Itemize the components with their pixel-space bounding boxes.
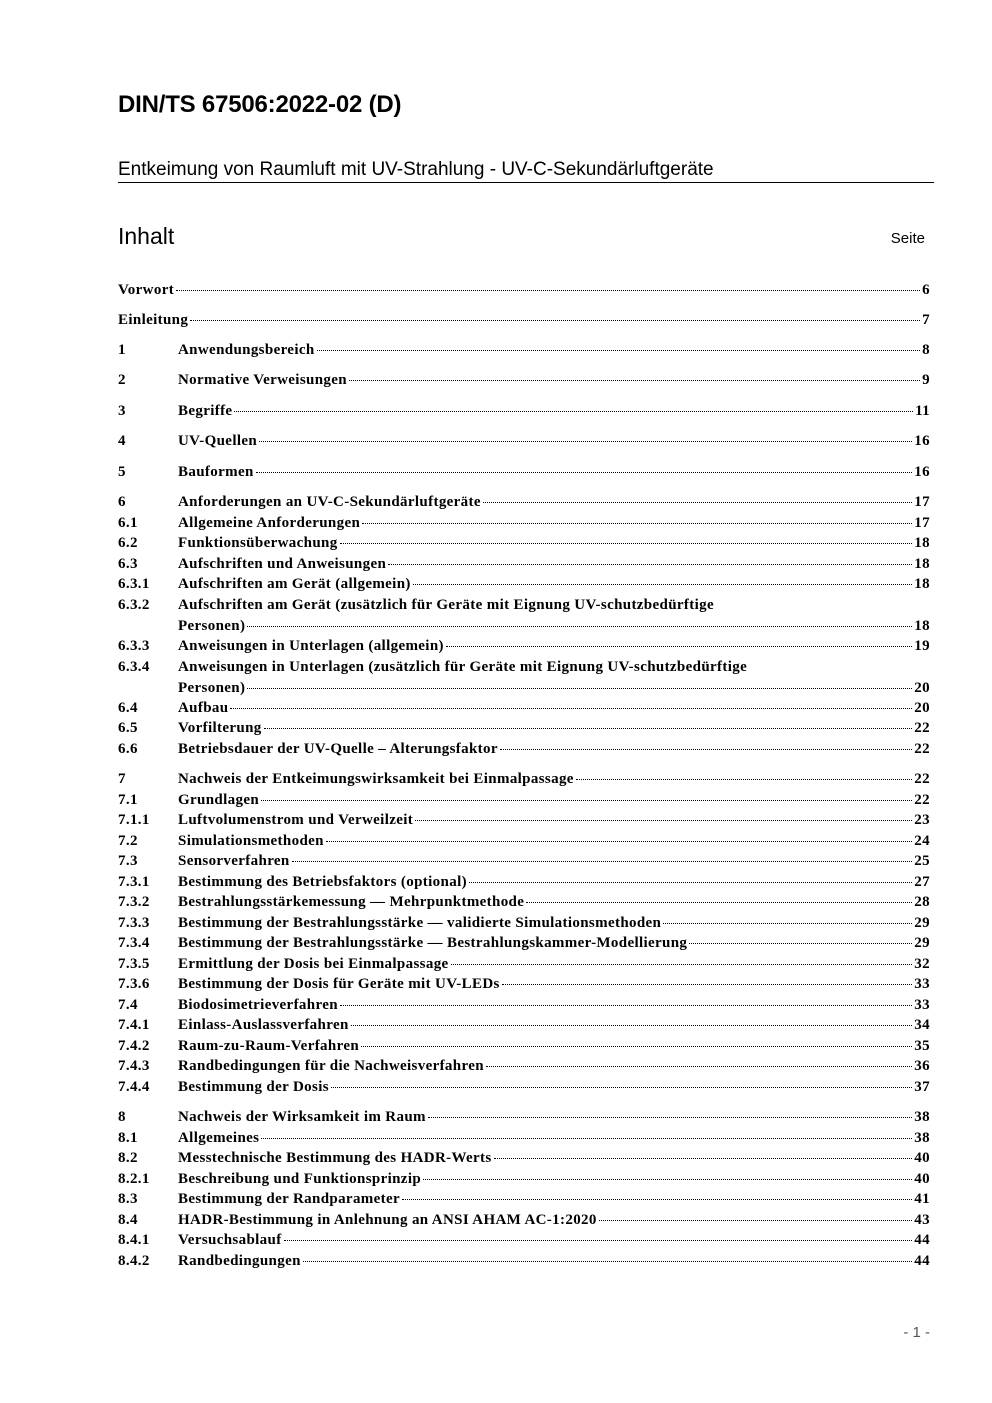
toc-entry-number: 7.1 (118, 792, 138, 808)
toc-entry-title: Allgemeines (178, 1130, 260, 1146)
toc-entry-title: Aufschriften am Gerät (allgemein) (178, 576, 411, 592)
toc-entry-number: 8 (118, 1109, 126, 1125)
toc-dot-leader (576, 779, 912, 780)
toc-entry-page: 44 (914, 1253, 930, 1269)
toc-entry-page: 33 (914, 976, 930, 992)
toc-entry-page: 20 (914, 679, 930, 696)
toc-entry-title: Randbedingungen für die Nachweisverfahren (178, 1058, 484, 1074)
toc-entry-title: Messtechnische Bestimmung des HADR-Werts (178, 1150, 492, 1166)
toc-entry-title: Personen) (178, 617, 246, 634)
toc-entry-title: Anweisungen in Unterlagen (allgemein) (178, 638, 444, 654)
toc-entry-title: Bestimmung der Dosis für Geräte mit UV-LEDs (178, 976, 500, 992)
toc-dot-leader (256, 472, 913, 473)
toc-entry-title: Simulationsmethoden (178, 833, 324, 849)
toc-entry-number: 5 (118, 464, 126, 480)
toc-entry-page: 22 (914, 741, 930, 757)
toc-dot-leader (446, 646, 912, 647)
toc-dot-leader (351, 1025, 913, 1026)
toc-heading: Inhalt (118, 223, 175, 249)
toc-dot-leader (689, 943, 912, 944)
toc-entry-page: 19 (914, 638, 930, 654)
toc-entry-title: Allgemeine Anforderungen (178, 515, 361, 531)
toc-dot-leader (234, 411, 913, 412)
toc-entry-page: 9 (922, 372, 930, 388)
toc-entry-title-line1: Anweisungen in Unterlagen (zusätzlich für Geräte mit Eignung UV-schutzbedürftige (178, 659, 748, 675)
toc-dot-leader (259, 441, 912, 442)
toc-entry-title: Bestrahlungsstärkemessung — Mehrpunktmethode (178, 894, 525, 910)
toc-dot-leader (413, 584, 913, 585)
toc-entry-number: 8.3 (118, 1191, 138, 1207)
document-title: DIN/TS 67506:2022-02 (D) (118, 91, 402, 118)
toc-entry-page: 6 (922, 282, 930, 298)
toc-entry-title: Vorfilterung (178, 720, 262, 736)
toc-entry-number: 7 (118, 771, 126, 787)
toc-entry-number: 6.2 (118, 535, 138, 551)
toc-entry-page: 37 (914, 1079, 930, 1095)
toc-entry-title: Anforderungen an UV-C-Sekundärluftgeräte (178, 494, 481, 510)
toc-entry-number: 6.3.4 (118, 659, 150, 675)
toc-dot-leader (247, 626, 912, 627)
toc-entry-title-line1: Aufschriften am Gerät (zusätzlich für Geräte mit Eignung UV-schutzbedürftige (178, 597, 714, 613)
toc-dot-leader (486, 1066, 912, 1067)
toc-entry-title: Personen) (178, 679, 246, 696)
toc-entry-number: 8.4 (118, 1212, 138, 1228)
toc-entry-number: 6 (118, 494, 126, 510)
toc-entry-title: Bestimmung des Betriebsfaktors (optional) (178, 874, 467, 890)
toc-dot-leader (264, 728, 913, 729)
toc-entry-title: Randbedingungen (178, 1253, 301, 1269)
toc-entry-page: 23 (914, 812, 930, 828)
toc-entry-title: Luftvolumenstrom und Verweilzeit (178, 812, 414, 828)
toc-entry-number: 8.2 (118, 1150, 138, 1166)
toc-dot-leader (500, 749, 912, 750)
toc-dot-leader (423, 1179, 912, 1180)
toc-entry-page: 40 (914, 1171, 930, 1187)
toc-entry-number: 7.4 (118, 997, 138, 1013)
toc-entry-page: 22 (914, 792, 930, 808)
toc-entry-page: 22 (914, 720, 930, 736)
toc-entry-page: 27 (914, 874, 930, 890)
toc-dot-leader (388, 564, 912, 565)
toc-entry-title: Funktionsüberwachung (178, 535, 338, 551)
toc-entry-page: 38 (914, 1109, 930, 1125)
toc-entry-page: 38 (914, 1130, 930, 1146)
toc-entry-page: 17 (914, 494, 930, 510)
toc-entry-number: 6.5 (118, 720, 138, 736)
toc-entry-page: 11 (915, 403, 930, 419)
toc-entry-title: Nachweis der Entkeimungswirksamkeit bei Einmalpassage (178, 771, 574, 787)
toc-dot-leader (340, 543, 913, 544)
toc-entry-number: 7.2 (118, 833, 138, 849)
toc-entry-page: 16 (914, 433, 930, 449)
toc-entry-number: 6.3.3 (118, 638, 150, 654)
toc-dot-leader (663, 923, 912, 924)
toc-entry-title: Raum-zu-Raum-Verfahren (178, 1038, 360, 1054)
toc-entry-title: Aufbau (178, 700, 229, 716)
toc-entry-number: 7.3.3 (118, 915, 150, 931)
toc-entry-number: 2 (118, 372, 126, 388)
toc-entry-number: 8.2.1 (118, 1171, 150, 1187)
toc-entry-number: 6.4 (118, 700, 138, 716)
toc-dot-leader (526, 902, 912, 903)
toc-entry-number: 1 (118, 342, 126, 358)
toc-entry-title: Grundlagen (178, 792, 260, 808)
toc-entry-page: 29 (914, 915, 930, 931)
toc-entry-title: Vorwort (118, 282, 175, 298)
toc-entry-title: Beschreibung und Funktionsprinzip (178, 1171, 422, 1187)
toc-dot-leader (317, 350, 921, 351)
toc-entry-page: 43 (914, 1212, 930, 1228)
toc-entry-page: 20 (914, 700, 930, 716)
toc-dot-leader (483, 502, 912, 503)
toc-entry-title: Begriffe (178, 403, 233, 419)
toc-entry-page: 44 (914, 1232, 930, 1248)
toc-dot-leader (415, 820, 912, 821)
toc-entry-page: 29 (914, 935, 930, 951)
document-subtitle: Entkeimung von Raumluft mit UV-Strahlung - UV-C-Sekundärluftgeräte (118, 159, 714, 180)
toc-dot-leader (261, 800, 912, 801)
toc-entry-title: Bestimmung der Bestrahlungsstärke — Bestrahlungskammer-Modellierung (178, 935, 688, 951)
toc-dot-leader (230, 708, 912, 709)
toc-dot-leader (292, 861, 913, 862)
toc-dot-leader (428, 1117, 912, 1118)
toc-entry-page: 18 (914, 576, 930, 592)
toc-entry-number: 6.6 (118, 741, 138, 757)
toc-dot-leader (469, 882, 912, 883)
toc-dot-leader (402, 1199, 912, 1200)
toc-dot-leader (599, 1220, 913, 1221)
toc-dot-leader (494, 1158, 913, 1159)
toc-entry-number: 7.1.1 (118, 812, 150, 828)
toc-entry-title: UV-Quellen (178, 433, 258, 449)
toc-dot-leader (361, 1046, 912, 1047)
toc-entry-page: 16 (914, 464, 930, 480)
toc-entry-page: 34 (914, 1017, 930, 1033)
toc-entry-page: 17 (914, 515, 930, 531)
toc-dot-leader (190, 320, 920, 321)
toc-entry-number: 6.3.2 (118, 597, 150, 613)
toc-entry-number: 8.1 (118, 1130, 138, 1146)
toc-dot-leader (247, 688, 912, 689)
toc-entry-page: 33 (914, 997, 930, 1013)
toc-entry-page: 18 (914, 617, 930, 634)
toc-entry-number: 8.4.1 (118, 1232, 150, 1248)
toc-dot-leader (451, 964, 913, 965)
toc-entry-number: 7.4.3 (118, 1058, 150, 1074)
toc-dot-leader (176, 290, 920, 291)
toc-entry-number: 7.4.4 (118, 1079, 150, 1095)
toc-entry-title: Versuchsablauf (178, 1232, 282, 1248)
toc-entry-title: Bestimmung der Dosis (178, 1079, 329, 1095)
toc-entry-number: 7.4.2 (118, 1038, 150, 1054)
toc-entry-title: Bestimmung der Bestrahlungsstärke — validierte Simulationsmethoden (178, 915, 662, 931)
toc-dot-leader (362, 523, 912, 524)
toc-dot-leader (340, 1005, 912, 1006)
toc-entry-page: 36 (914, 1058, 930, 1074)
subtitle-divider (118, 182, 934, 183)
toc-entry-page: 8 (922, 342, 930, 358)
toc-entry-title: Nachweis der Wirksamkeit im Raum (178, 1109, 426, 1125)
toc-entry-page: 32 (914, 956, 930, 972)
toc-page-column-label: Seite (890, 230, 925, 247)
toc-entry-page: 40 (914, 1150, 930, 1166)
toc-entry-number: 6.3 (118, 556, 138, 572)
toc-entry-title: Biodosimetrieverfahren (178, 997, 338, 1013)
toc-entry-number: 3 (118, 403, 126, 419)
toc-dot-leader (326, 841, 912, 842)
toc-entry-number: 8.4.2 (118, 1253, 150, 1269)
toc-dot-leader (261, 1138, 912, 1139)
toc-entry-title: Anwendungsbereich (178, 342, 315, 358)
toc-entry-number: 7.3.1 (118, 874, 150, 890)
toc-entry-title: Einlass-Auslassverfahren (178, 1017, 349, 1033)
toc-entry-title: Aufschriften und Anweisungen (178, 556, 387, 572)
toc-entry-number: 7.3.5 (118, 956, 150, 972)
toc-entry-number: 6.1 (118, 515, 138, 531)
toc-entry-page: 18 (914, 556, 930, 572)
toc-entry-page: 25 (914, 853, 930, 869)
toc-entry-page: 24 (914, 833, 930, 849)
toc-entry-page: 35 (914, 1038, 930, 1054)
toc-entry-number: 7.3.2 (118, 894, 150, 910)
toc-entry-title: Bauformen (178, 464, 254, 480)
toc-dot-leader (502, 984, 913, 985)
toc-entry-number: 6.3.1 (118, 576, 150, 592)
toc-dot-leader (349, 380, 920, 381)
toc-dot-leader (284, 1240, 913, 1241)
toc-entry-title: Ermittlung der Dosis bei Einmalpassage (178, 956, 449, 972)
toc-entry-page: 22 (914, 771, 930, 787)
toc-entry-page: 28 (914, 894, 930, 910)
toc-entry-page: 18 (914, 535, 930, 551)
toc-dot-leader (331, 1087, 912, 1088)
page-number: - 1 - (903, 1324, 930, 1341)
toc-entry-title: Bestimmung der Randparameter (178, 1191, 401, 1207)
toc-entry-number: 7.3.6 (118, 976, 150, 992)
toc-entry-number: 7.3.4 (118, 935, 150, 951)
toc-entry-title: Normative Verweisungen (178, 372, 347, 388)
toc-entry-number: 7.4.1 (118, 1017, 150, 1033)
toc-entry-title: Einleitung (118, 312, 189, 328)
toc-entry-title: Betriebsdauer der UV-Quelle – Alterungsfaktor (178, 741, 498, 757)
toc-entry-title: HADR-Bestimmung in Anlehnung an ANSI AHAM AC-1:2020 (178, 1212, 597, 1228)
toc-dot-leader (303, 1261, 912, 1262)
toc-entry-number: 4 (118, 433, 126, 449)
toc-entry-page: 41 (914, 1191, 930, 1207)
toc-entry-title: Sensorverfahren (178, 853, 290, 869)
toc-entry-page: 7 (922, 312, 930, 328)
toc-entry-number: 7.3 (118, 853, 138, 869)
